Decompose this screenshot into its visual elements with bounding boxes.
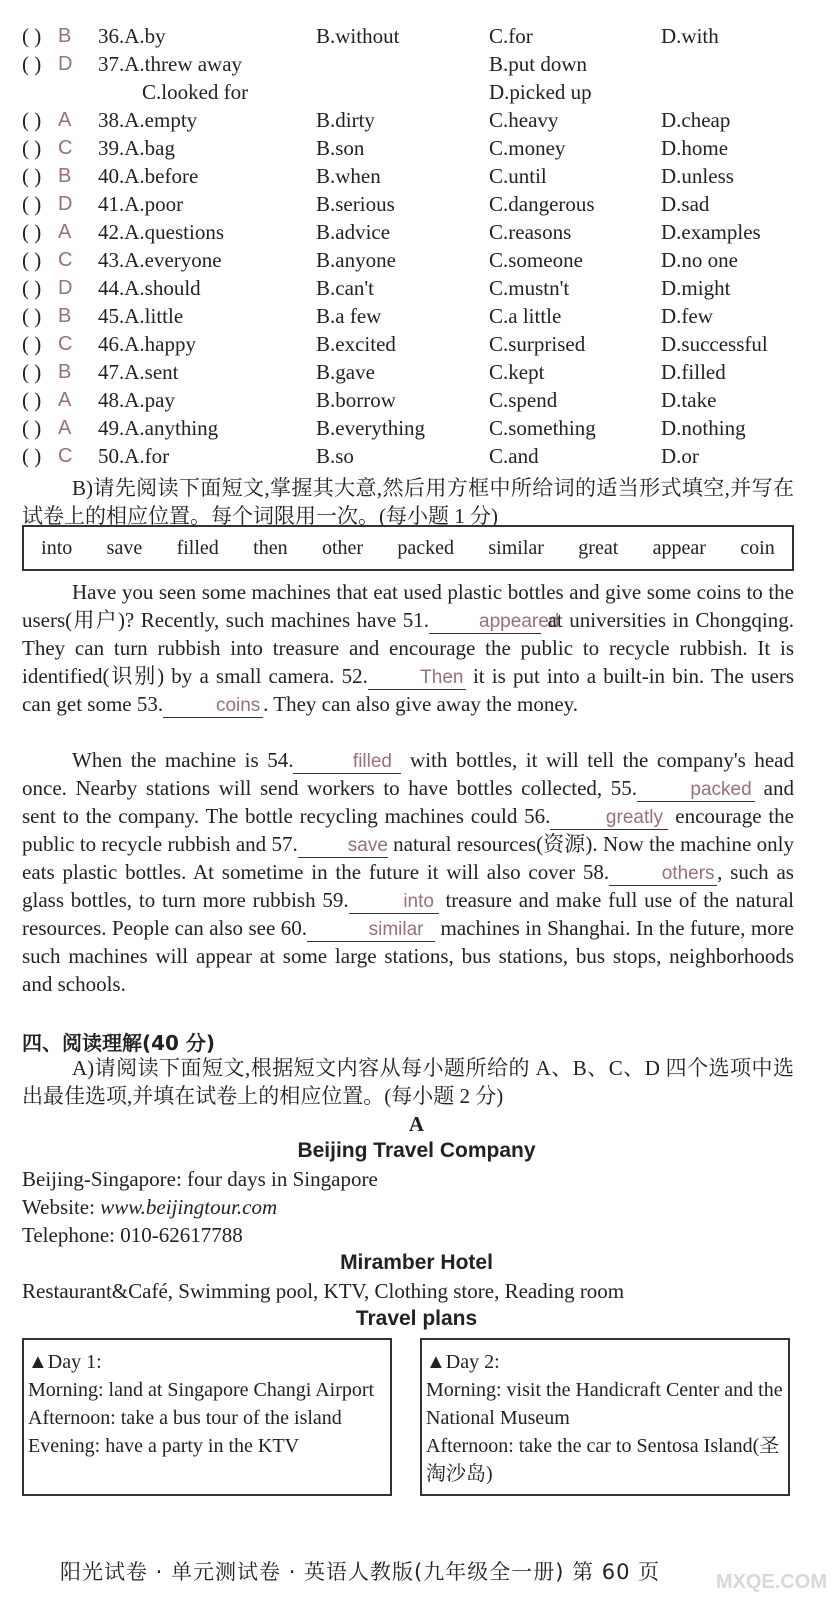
- website-label: Website:: [22, 1195, 101, 1219]
- word-option: great: [578, 536, 619, 559]
- answer-letter: C: [58, 137, 73, 159]
- choice-row: [22, 386, 812, 414]
- word-option: packed: [397, 536, 455, 559]
- option-d: D.unless: [661, 164, 734, 188]
- option-c: C.someone: [489, 248, 583, 272]
- answer-paren: ( ): [22, 136, 42, 160]
- answer-57: save: [298, 835, 388, 858]
- option-d: D.cheap: [661, 108, 731, 132]
- day-1-title: ▲Day 1:: [28, 1351, 102, 1373]
- text: treasure and make full use of the natural resources. People can also see 60.: [22, 888, 794, 940]
- option-c: C.for: [489, 24, 533, 48]
- answer-59: into: [349, 891, 439, 914]
- option-d: D.nothing: [661, 416, 746, 440]
- answer-52: Then: [368, 667, 466, 690]
- word-option: appear: [652, 536, 706, 559]
- option-d: D.successful: [661, 332, 768, 356]
- text: Have you seen some machines that eat used plastic bottles and give some coins to the users(用户)? Recently, such machines have 51.: [22, 580, 794, 632]
- option-a: 39.A.bag: [98, 136, 175, 160]
- text: and sent to the company. The bottle recycling machines could 56.: [22, 776, 794, 828]
- option-b: B.without: [316, 24, 400, 48]
- answer-letter: A: [58, 109, 72, 131]
- option-d: D.or: [661, 444, 699, 468]
- option-d: D.examples: [661, 220, 761, 244]
- answer-paren: ( ): [22, 108, 42, 132]
- answer-letter: B: [58, 361, 72, 383]
- passage-paragraph-1: [22, 578, 794, 718]
- company-title: Beijing Travel Company: [297, 1139, 536, 1162]
- facilities-line: Restaurant&Café, Swimming pool, KTV, Clothing store, Reading room: [22, 1279, 625, 1303]
- page-footer: 阳光试卷 · 单元测试卷 · 英语人教版(九年级全一册) 第 60 页: [60, 1560, 661, 1584]
- choice-row: [22, 50, 812, 78]
- website-link[interactable]: www.beijingtour.com: [100, 1195, 278, 1219]
- word-option: other: [321, 536, 364, 559]
- option-c: C.kept: [489, 360, 545, 384]
- option-c: C.reasons: [489, 220, 572, 244]
- option-a: 43.A.everyone: [98, 248, 222, 272]
- option-b: B.everything: [316, 416, 426, 440]
- answer-paren: ( ): [22, 192, 42, 216]
- option-a: 38.A.empty: [98, 108, 198, 132]
- option-c: C.and: [489, 444, 539, 468]
- answer-paren: ( ): [22, 52, 42, 76]
- option-b: B.when: [316, 164, 381, 188]
- option-c: C.something: [489, 416, 596, 440]
- day-2-title: ▲Day 2:: [426, 1351, 500, 1373]
- text: encourage the public to recycle rubbish and 57.: [22, 804, 794, 856]
- answer-letter: A: [58, 389, 72, 411]
- answer-letter: D: [58, 193, 73, 215]
- answer-paren: ( ): [22, 360, 42, 384]
- choice-row: [22, 162, 812, 190]
- telephone-line: Telephone: 010-62617788: [22, 1223, 243, 1247]
- option-a: 36.A.by: [98, 24, 166, 48]
- answer-60: similar: [307, 919, 435, 942]
- day-1-plan: [22, 1338, 392, 1496]
- answer-letter: B: [58, 165, 72, 187]
- answer-54: filled: [293, 751, 401, 774]
- option-b: B.gave: [316, 360, 375, 384]
- day-2-afternoon: Afternoon: take the car to Sentosa Island(圣淘沙岛): [426, 1435, 780, 1485]
- option-d: D.take: [661, 388, 717, 412]
- answer-paren: ( ): [22, 164, 42, 188]
- text: natural resources(资源). Now the machine only eats plastic bottles. At sometime in the future it will also cover 58.: [22, 832, 794, 884]
- word-option: into: [41, 536, 73, 559]
- option-c: B.put down: [489, 52, 588, 76]
- option-a: 45.A.little: [98, 304, 184, 328]
- part-b-instruction: B)请先阅读下面短文,掌握其大意,然后用方框中所给词的适当形式填空,并写在试卷上的相应位置。每个词限用一次。(每小题 1 分): [22, 476, 794, 528]
- text: machines in Shanghai. In the future, more such machines will appear at some large stations, bus stations, bus stops, neighborhoods and schools.: [22, 916, 795, 996]
- choice-row: [22, 22, 812, 50]
- answer-55: packed: [637, 779, 755, 802]
- watermark-logo: MXQE.COM: [715, 1571, 827, 1593]
- choice-row: [22, 414, 812, 442]
- word-option: then: [253, 536, 288, 559]
- option-d: D.might: [661, 276, 731, 300]
- option-c: D.picked up: [489, 80, 592, 104]
- option-b: B.can't: [316, 276, 375, 300]
- answer-paren: ( ): [22, 248, 42, 272]
- option-c: C.money: [489, 136, 566, 160]
- answer-53: coins: [163, 695, 263, 718]
- option-b: B.son: [316, 136, 365, 160]
- word-option: save: [106, 536, 143, 559]
- answer-51: appeared: [429, 611, 541, 634]
- choice-row: [22, 134, 812, 162]
- option-c: C.heavy: [489, 108, 559, 132]
- word-option: coin: [740, 536, 775, 559]
- text: , such as glass bottles, to turn more rubbish 59.: [22, 860, 794, 912]
- option-d: D.home: [661, 136, 729, 160]
- choice-row: [22, 358, 812, 386]
- plans-title: Travel plans: [355, 1307, 478, 1330]
- answer-letter: C: [58, 333, 73, 355]
- option-b: B.excited: [316, 332, 396, 356]
- answer-letter: A: [58, 417, 72, 439]
- option-b: B.anyone: [316, 248, 396, 272]
- word-option: similar: [488, 536, 544, 559]
- choice-row: [22, 218, 812, 246]
- option-a: 47.A.sent: [98, 360, 179, 384]
- choice-row: [22, 330, 812, 358]
- word-option: filled: [176, 536, 219, 559]
- choice-row: [22, 302, 812, 330]
- option-c: C.dangerous: [489, 192, 595, 216]
- answer-letter: B: [58, 305, 72, 327]
- website-line: [22, 1195, 277, 1220]
- option-c: C.until: [489, 164, 547, 188]
- answer-58: others: [609, 863, 717, 886]
- choice-row: [22, 442, 812, 470]
- option-b: B.so: [316, 444, 354, 468]
- answer-paren: ( ): [22, 388, 42, 412]
- option-a: 37.A.threw away: [98, 52, 243, 76]
- option-a: 40.A.before: [98, 164, 199, 188]
- option-a: 41.A.poor: [98, 192, 184, 216]
- answer-letter: D: [58, 277, 73, 299]
- answer-paren: ( ): [22, 220, 42, 244]
- answer-paren: ( ): [22, 416, 42, 440]
- choice-row: [22, 106, 812, 134]
- option-c: C.surprised: [489, 332, 586, 356]
- answer-paren: ( ): [22, 332, 42, 356]
- answer-56: greatly: [550, 807, 668, 830]
- option-b: B.serious: [316, 192, 395, 216]
- text: with bottles, it will tell the company's head once. Nearby stations will send workers to have bottles collected, 55.: [22, 748, 794, 800]
- option-d: D.no one: [661, 248, 738, 272]
- day-1-afternoon: Afternoon: take a bus tour of the island: [28, 1407, 342, 1429]
- text: it is put into a built-in bin. The users can get some 53.: [22, 664, 795, 716]
- section-4-instruction: A)请阅读下面短文,根据短文内容从每小题所给的 A、B、C、D 四个选项中选出最佳选项,并填在试卷上的相应位置。(每小题 2 分): [22, 1056, 794, 1108]
- text: at universities in Chongqing. They can turn rubbish into treasure and encourage the public to recycle rubbish. It is identified(识别) by a small camera. 52.: [22, 608, 794, 688]
- option-b: B.a few: [316, 304, 382, 328]
- text: . They can also give away the money.: [263, 692, 579, 716]
- choice-row: [22, 78, 812, 106]
- option-d: D.few: [661, 304, 713, 328]
- text: When the machine is 54.: [72, 748, 294, 772]
- cloze-choices: [22, 22, 812, 470]
- day-1-evening: Evening: have a party in the KTV: [28, 1435, 300, 1457]
- option-c: C.mustn't: [489, 276, 570, 300]
- option-c: C.spend: [489, 388, 558, 412]
- answer-letter: D: [58, 53, 73, 75]
- word-box: [22, 525, 794, 571]
- option-a: 42.A.questions: [98, 220, 224, 244]
- answer-letter: C: [58, 249, 73, 271]
- option-a: C.looked for: [142, 80, 249, 104]
- passage-paragraph-2: [22, 746, 794, 998]
- answer-paren: ( ): [22, 304, 42, 328]
- route-line: Beijing-Singapore: four days in Singapore: [22, 1167, 378, 1191]
- option-a: 48.A.pay: [98, 388, 175, 412]
- choice-row: [22, 274, 812, 302]
- choice-row: [22, 246, 812, 274]
- answer-paren: ( ): [22, 24, 42, 48]
- day-2-morning: Morning: visit the Handicraft Center and the National Museum: [426, 1379, 783, 1429]
- option-b: B.borrow: [316, 388, 396, 412]
- passage-letter: A: [408, 1112, 425, 1136]
- option-d: D.sad: [661, 192, 710, 216]
- day-1-morning: Morning: land at Singapore Changi Airport: [28, 1379, 375, 1401]
- answer-paren: ( ): [22, 276, 42, 300]
- option-a: 44.A.should: [98, 276, 201, 300]
- answer-letter: A: [58, 221, 72, 243]
- option-b: B.dirty: [316, 108, 375, 132]
- day-2-plan: [420, 1338, 790, 1496]
- option-a: 49.A.anything: [98, 416, 219, 440]
- hotel-title: Miramber Hotel: [340, 1251, 493, 1274]
- option-a: 50.A.for: [98, 444, 170, 468]
- option-d: D.with: [661, 24, 719, 48]
- choice-row: [22, 190, 812, 218]
- answer-paren: ( ): [22, 444, 42, 468]
- option-b: B.advice: [316, 220, 391, 244]
- option-a: 46.A.happy: [98, 332, 196, 356]
- answer-letter: C: [58, 445, 73, 467]
- option-c: C.a little: [489, 304, 562, 328]
- option-d: D.filled: [661, 360, 726, 384]
- answer-letter: B: [58, 25, 72, 47]
- section-4-heading: 四、阅读理解(40 分): [22, 1031, 216, 1055]
